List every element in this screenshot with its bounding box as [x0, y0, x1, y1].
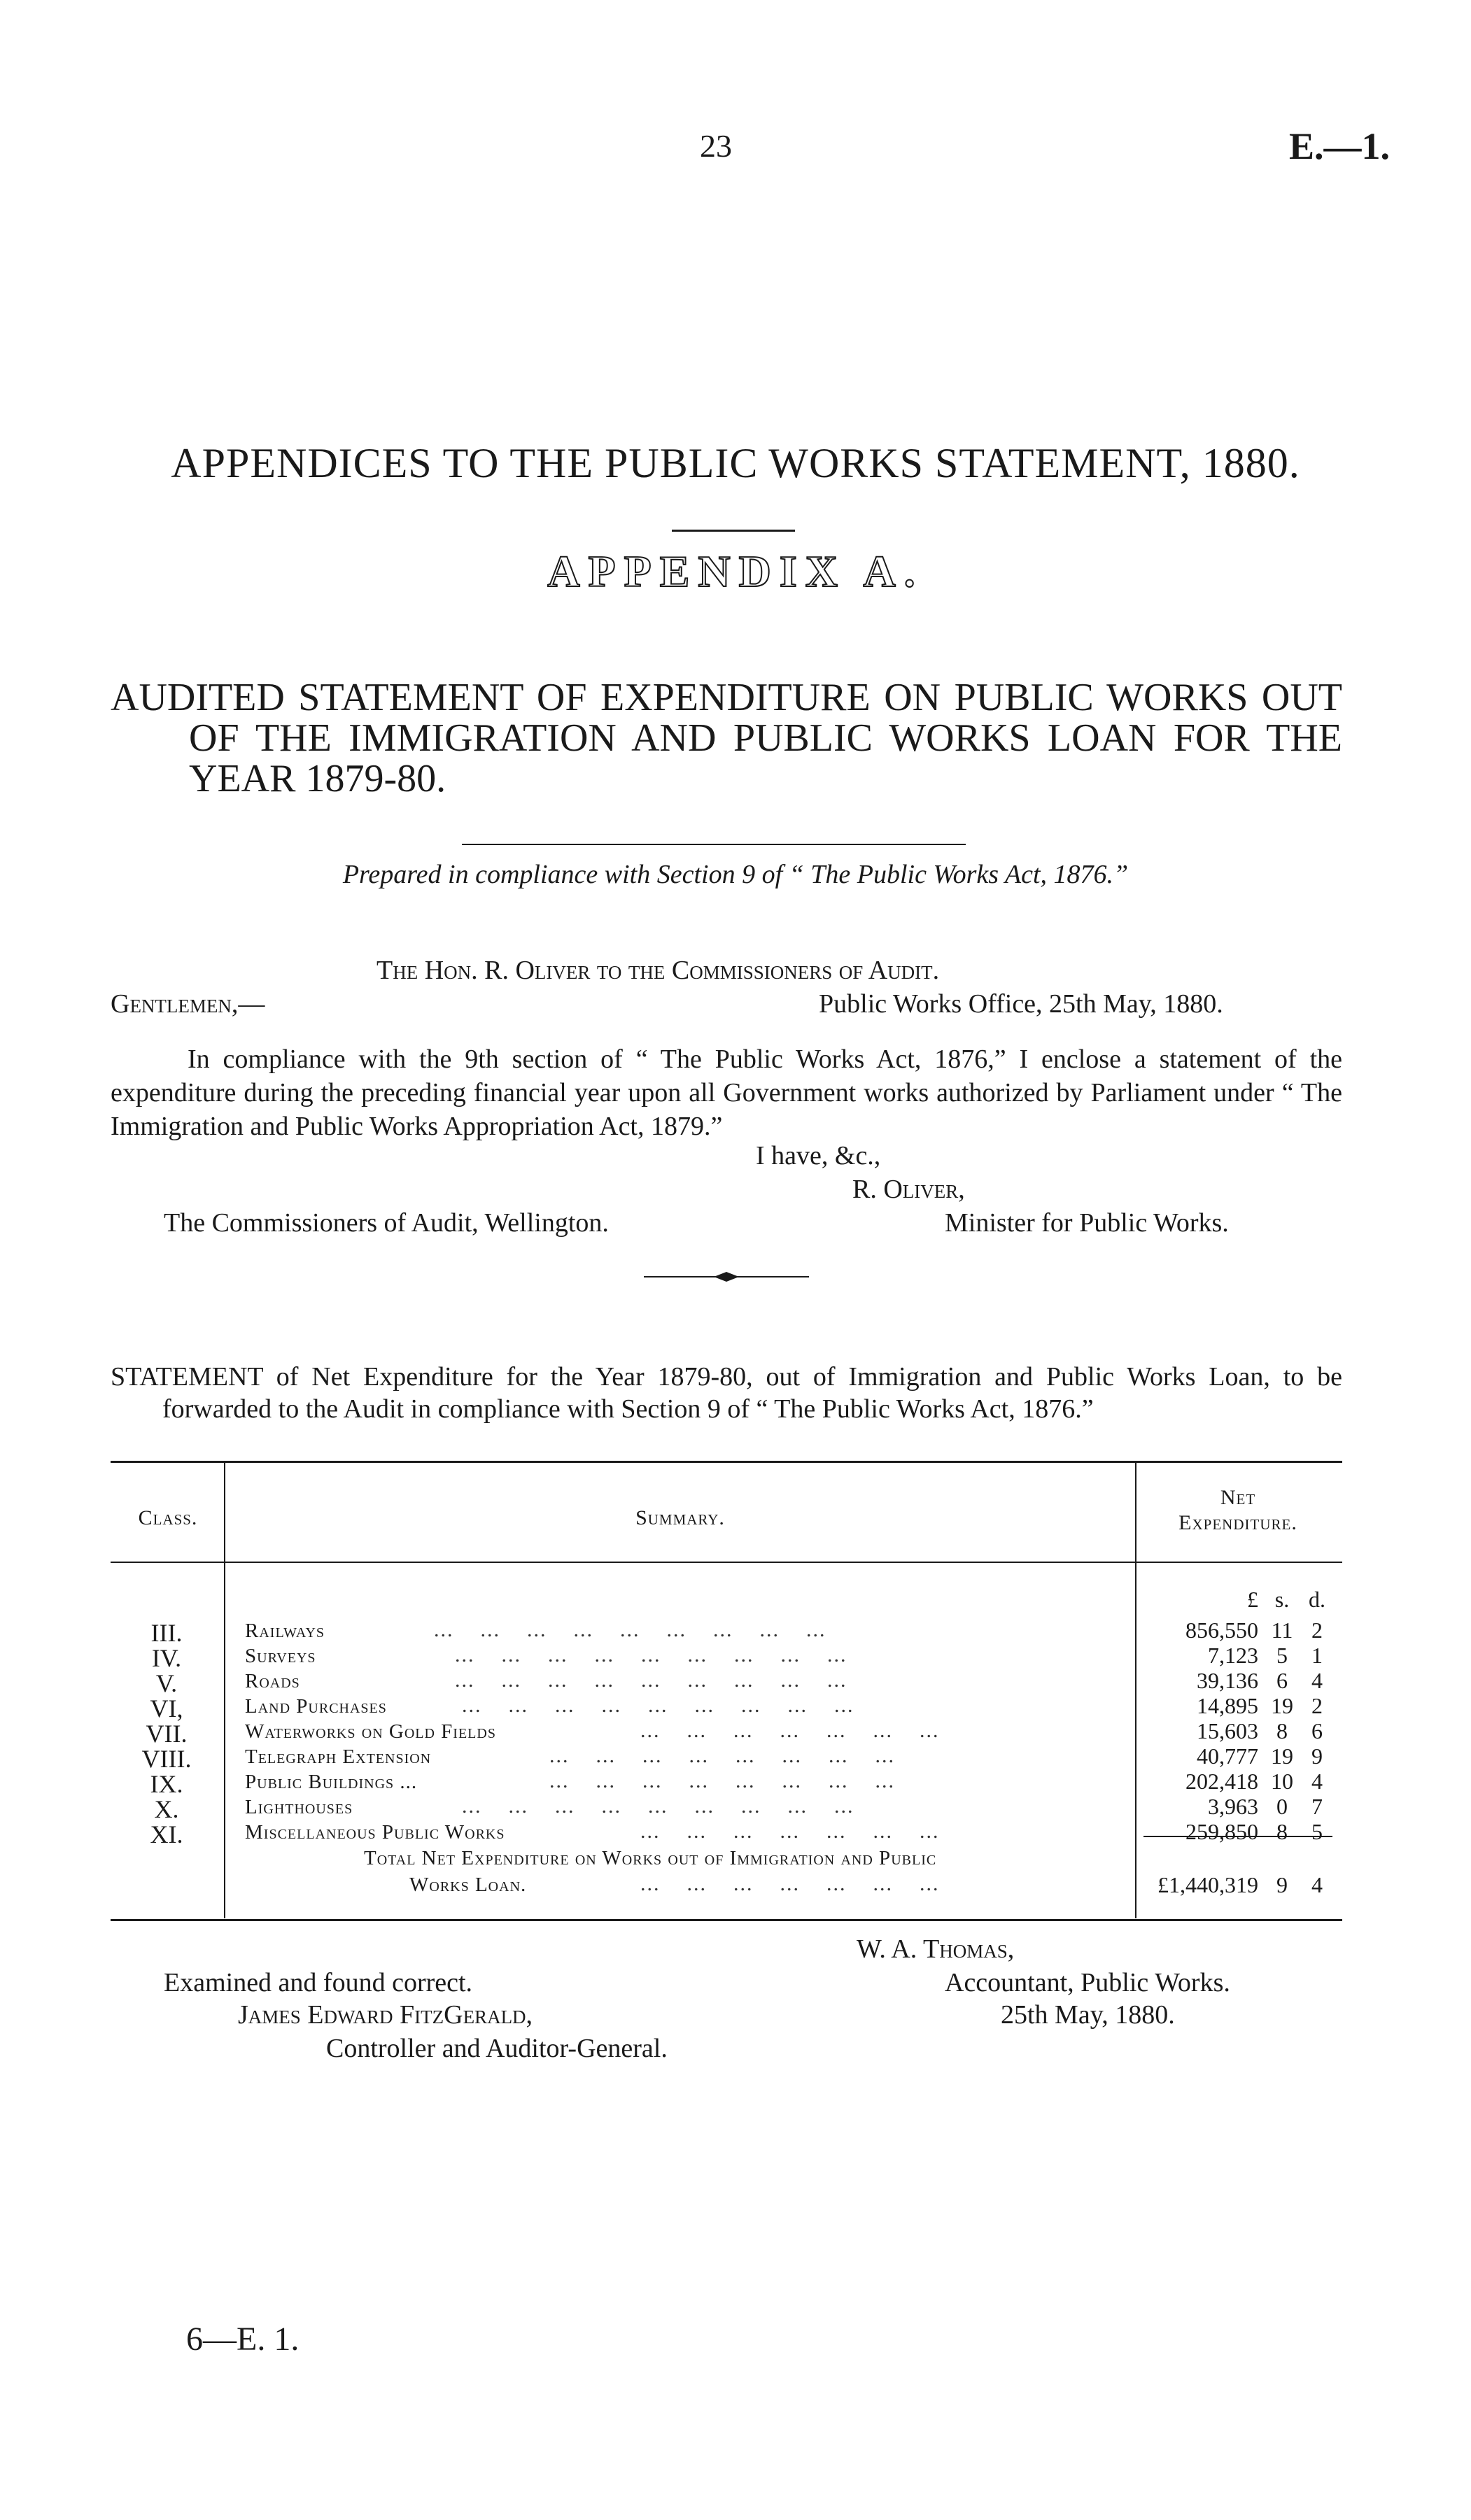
row-leaders: ... ... ... ... ... ... ... ... [549, 1744, 895, 1767]
audit-statement-title: AUDITED STATEMENT OF EXPENDITURE ON PUBLIC WORKS OUT OF THE IMMIGRATION AND PUBLIC WORKS LOAN FOR THE YEAR 1879-80. [111, 676, 1342, 800]
total-leaders: ... ... ... ... ... ... ... [640, 1872, 940, 1895]
letter-salutation: Gentlemen,— [111, 989, 265, 1019]
row-class: X. [154, 1795, 179, 1823]
row-label: Public Buildings ... [245, 1771, 418, 1793]
row-pounds: 7,123 [1208, 1643, 1258, 1668]
row-class: IX. [150, 1770, 183, 1798]
table-bottom-rule [111, 1919, 1342, 1921]
accountant-title: Accountant, Public Works. [945, 1968, 1230, 1997]
row-pounds: 202,418 [1185, 1769, 1258, 1794]
row-leaders: ... ... ... ... ... ... ... ... [549, 1769, 895, 1792]
column-header-class: Class. [138, 1506, 198, 1529]
page-number: 23 [700, 128, 732, 164]
auditor-name: James Edward FitzGerald, [238, 2000, 533, 2030]
row-shillings: 8 [1276, 1819, 1288, 1844]
statement-intro: STATEMENT of Net Expenditure for the Year 1879-80, out of Immigration and Public Works Loan, to be forwarded to the Audit in compliance with Section 9 of “ The Public Works Act, 1876.” [111, 1362, 1342, 1424]
row-class: XI. [150, 1820, 183, 1848]
row-class: VIII. [141, 1745, 192, 1773]
row-shillings: 19 [1271, 1693, 1293, 1718]
row-pence: 6 [1311, 1718, 1323, 1743]
letter-body: In compliance with the 9th section of “ The Public Works Act, 1876,” I enclose a statement of the expenditure during the preceding financial year upon all Government works authorized by Parliament under “ The Immigration and Public Works Appropriation Act, 1879.” [111, 1045, 1342, 1141]
row-class: III. [150, 1619, 183, 1647]
row-leaders: ... ... ... ... ... ... ... ... ... [455, 1669, 847, 1692]
section-divider-ornament [644, 1270, 809, 1284]
row-shillings: 19 [1271, 1743, 1293, 1769]
row-class: VI, [150, 1694, 183, 1722]
letter-closing: I have, &c., [756, 1141, 881, 1170]
column-header-expenditure: Expenditure. [1178, 1511, 1297, 1534]
unit-pounds: £ [1247, 1587, 1258, 1612]
row-leaders: ... ... ... ... ... ... ... ... ... [462, 1694, 854, 1717]
row-shillings: 6 [1276, 1668, 1288, 1693]
auditor-title: Controller and Auditor-General. [326, 2034, 668, 2063]
row-label: Lighthouses [245, 1796, 353, 1818]
prepared-rule [462, 844, 966, 845]
row-label: Miscellaneous Public Works [245, 1821, 505, 1843]
row-leaders: ... ... ... ... ... ... ... [640, 1820, 940, 1843]
row-class: VII. [146, 1720, 188, 1748]
main-title: APPENDICES TO THE PUBLIC WORKS STATEMENT, 1880. [171, 440, 1300, 486]
document-code: E.—1. [1289, 125, 1391, 167]
row-leaders: ... ... ... ... ... ... ... ... ... [434, 1618, 826, 1641]
row-pence: 9 [1311, 1743, 1323, 1769]
row-pence: 2 [1311, 1693, 1323, 1718]
row-class: IV. [151, 1644, 182, 1672]
row-label: Surveys [245, 1645, 316, 1667]
column-header-summary: Summary. [635, 1506, 725, 1529]
table-column-divider-class [224, 1462, 225, 1918]
row-leaders: ... ... ... ... ... ... ... ... ... [462, 1795, 854, 1818]
column-header-net: Net [1220, 1486, 1256, 1509]
row-label: Land Purchases [245, 1695, 387, 1718]
letter-heading: The Hon. R. Oliver to the Commissioners of Audit. [376, 956, 940, 985]
row-shillings: 8 [1276, 1718, 1288, 1743]
row-pounds: 40,777 [1197, 1743, 1258, 1769]
accountant-date: 25th May, 1880. [1001, 2000, 1175, 2030]
table-top-rule [111, 1461, 1342, 1463]
letter-office-date: Public Works Office, 25th May, 1880. [819, 989, 1223, 1019]
accountant-name: W. A. Thomas, [857, 1934, 1015, 1964]
total-pounds: £1,440,319 [1157, 1872, 1258, 1897]
prepared-note: Prepared in compliance with Section 9 of “ The Public Works Act, 1876.” [342, 860, 1129, 889]
title-rule [672, 530, 795, 532]
row-shillings: 11 [1271, 1618, 1293, 1643]
row-pounds: 3,963 [1208, 1794, 1258, 1819]
row-pounds: 14,895 [1197, 1693, 1258, 1718]
row-pounds: 259,850 [1185, 1819, 1258, 1844]
row-pence: 5 [1311, 1819, 1323, 1844]
row-pence: 4 [1311, 1769, 1323, 1794]
row-label: Railways [245, 1620, 325, 1642]
total-label-line1: Total Net Expenditure on Works out of Immigration and Public [364, 1847, 937, 1869]
signature-mark: 6—E. 1. [186, 2321, 300, 2358]
row-label: Telegraph Extension [245, 1746, 432, 1768]
row-pence: 7 [1311, 1794, 1323, 1819]
table-header-rule [111, 1562, 1342, 1563]
row-shillings: 10 [1271, 1769, 1293, 1794]
row-pence: 4 [1311, 1668, 1323, 1693]
row-pence: 2 [1311, 1618, 1323, 1643]
examined-note: Examined and found correct. [164, 1968, 473, 1997]
total-shillings: 9 [1276, 1872, 1288, 1897]
row-pounds: 15,603 [1197, 1718, 1258, 1743]
row-pence: 1 [1311, 1643, 1323, 1668]
row-class: V. [155, 1669, 178, 1697]
row-pounds: 856,550 [1185, 1618, 1258, 1643]
letter-signer-name: R. Oliver, [852, 1175, 965, 1204]
unit-pence: d. [1309, 1587, 1325, 1612]
row-label: Waterworks on Gold Fields [245, 1720, 496, 1743]
letter-signer-title: Minister for Public Works. [945, 1208, 1229, 1238]
letter-addressee: The Commissioners of Audit, Wellington. [164, 1208, 609, 1238]
total-pence: 4 [1311, 1872, 1323, 1897]
unit-shillings: s. [1274, 1587, 1290, 1612]
appendix-title: APPENDIX A. [547, 546, 924, 596]
row-leaders: ... ... ... ... ... ... ... [640, 1719, 940, 1742]
row-leaders: ... ... ... ... ... ... ... ... ... [455, 1643, 847, 1666]
row-shillings: 5 [1276, 1643, 1288, 1668]
row-label: Roads [245, 1670, 300, 1692]
row-pounds: 39,136 [1197, 1668, 1258, 1693]
total-label-line2: Works Loan. [409, 1874, 527, 1896]
row-shillings: 0 [1276, 1794, 1288, 1819]
